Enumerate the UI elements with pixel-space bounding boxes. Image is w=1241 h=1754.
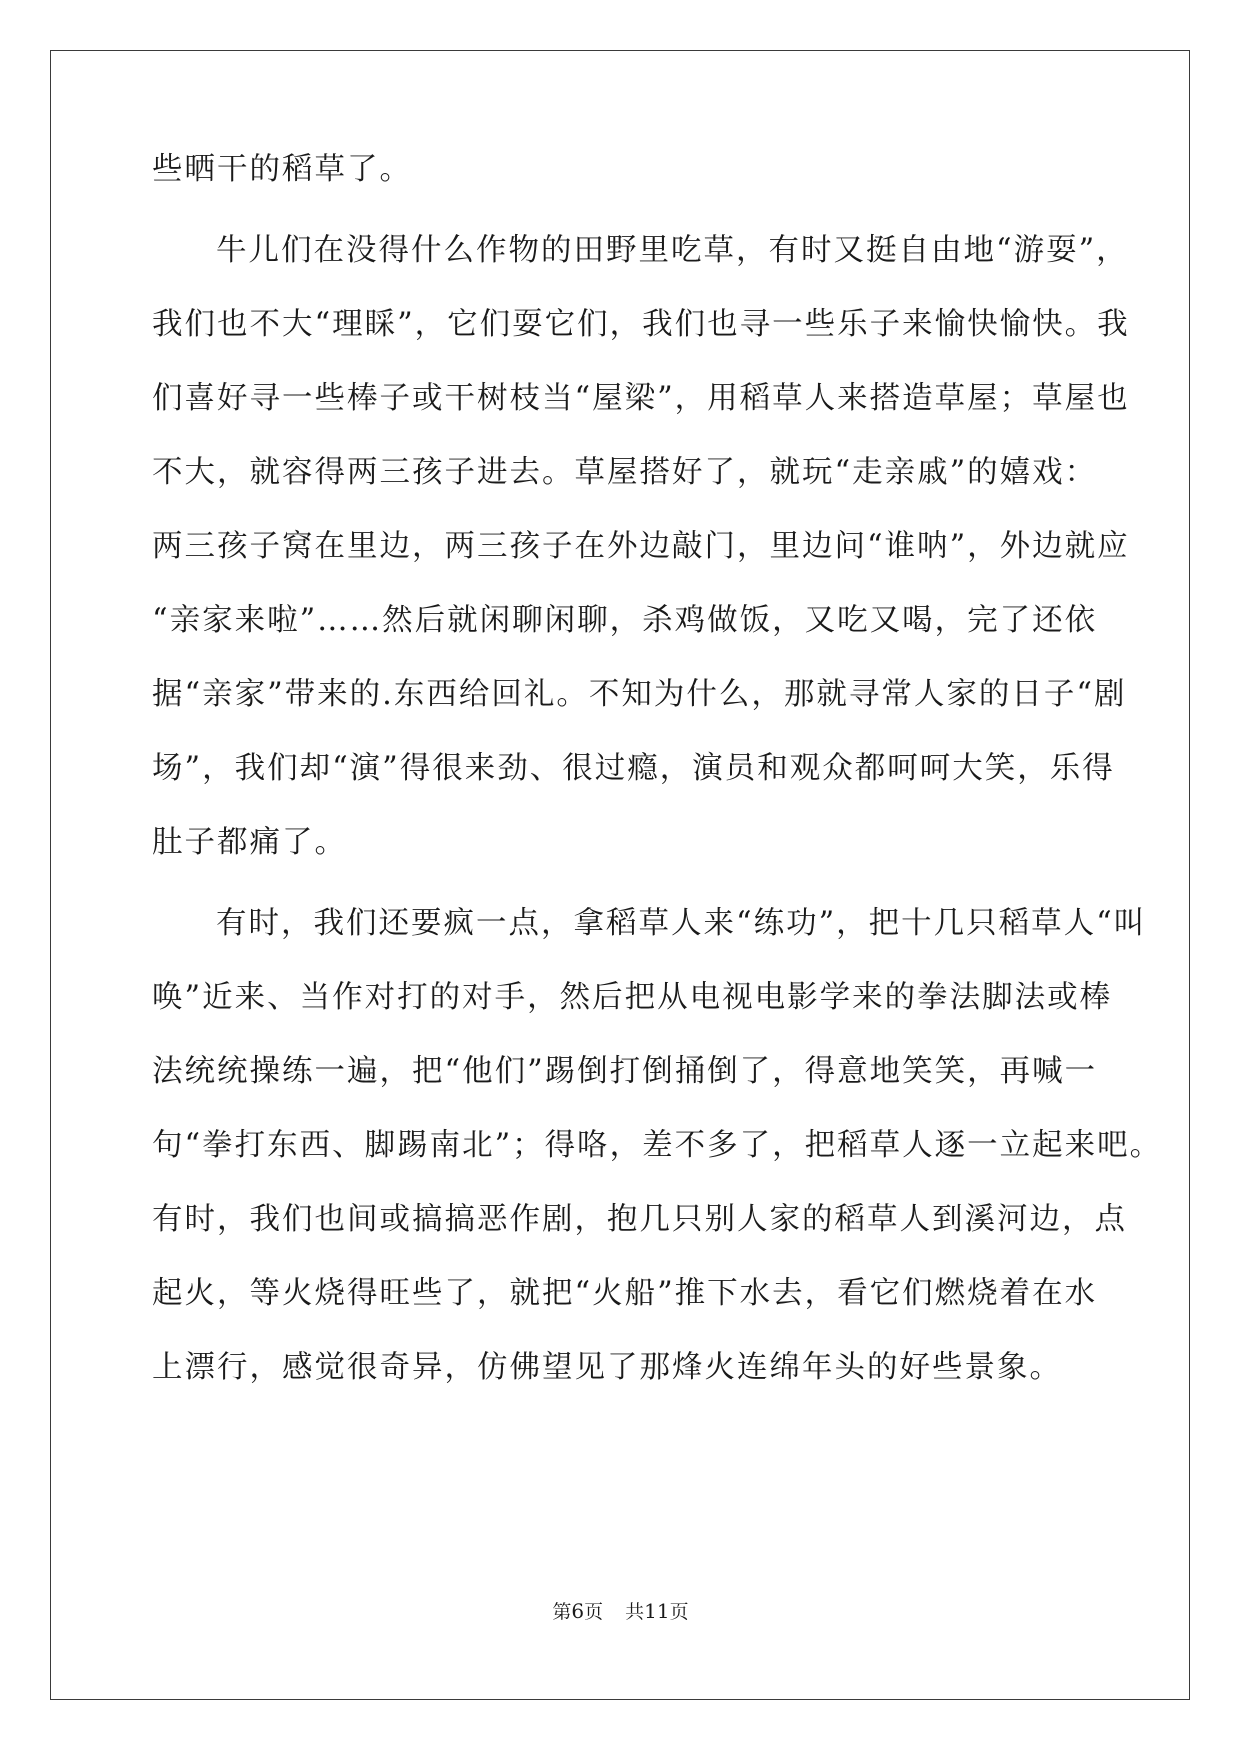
page-label-prefix: 第	[552, 1601, 572, 1623]
text-line: 法统统操练一遍，把“他们”踢倒打倒捅倒了，得意地笑笑，再喊一	[152, 1054, 1098, 1089]
text-line: 据“亲家”带来的.东西给回礼。不知为什么，那就寻常人家的日子“剧	[152, 677, 1127, 712]
text-line: 有时，我们也间或搞搞恶作剧，抱几只别人家的稻草人到溪河边，点	[152, 1202, 1127, 1237]
total-pages: 11	[644, 1599, 670, 1623]
total-label-suffix: 页	[669, 1601, 689, 1623]
page-number: 6	[571, 1599, 585, 1623]
text-line: 我们也不大“理睬”，它们耍它们，我们也寻一些乐子来愉快愉快。我	[152, 307, 1130, 342]
text-line: 句“拳打东西、脚踢南北”；得咯，差不多了，把稻草人逐一立起来吧。	[152, 1128, 1163, 1163]
text-line: 上漂行，感觉很奇异，仿佛望见了那烽火连绵年头的好些景象。	[152, 1350, 1062, 1385]
page-label-suffix: 页	[584, 1601, 604, 1623]
text-line: 两三孩子窝在里边，两三孩子在外边敲门，里边问“谁呐”，外边就应	[152, 529, 1130, 564]
text-line: 牛儿们在没得什么作物的田野里吃草，有时又挺自由地“游耍”，	[216, 233, 1129, 268]
text-line: 们喜好寻一些棒子或干树枝当“屋梁”，用稻草人来搭造草屋；草屋也	[152, 381, 1130, 416]
text-line: 起火，等火烧得旺些了，就把“火船”推下水去，看它们燃烧着在水	[152, 1276, 1098, 1311]
text-line: 不大，就容得两三孩子进去。草屋搭好了，就玩“走亲戚”的嬉戏：	[152, 455, 1098, 490]
text-line: 唤”近来、当作对打的对手，然后把从电视电影学来的拳法脚法或棒	[152, 980, 1113, 1015]
page-footer	[0, 1599, 1241, 1624]
text-line: 有时，我们还要疯一点，拿稻草人来“练功”，把十几只稻草人“叫	[216, 906, 1147, 941]
text-line: 些晒干的稻草了。	[152, 152, 412, 187]
text-line: “亲家来啦”……然后就闲聊闲聊，杀鸡做饭，又吃又喝，完了还依	[152, 603, 1098, 638]
text-line: 肚子都痛了。	[152, 825, 347, 860]
total-label-prefix: 共	[625, 1601, 645, 1623]
page-border	[50, 50, 1190, 1700]
text-line: 场”，我们却“演”得很来劲、很过瘾，演员和观众都呵呵大笑，乐得	[152, 751, 1115, 786]
